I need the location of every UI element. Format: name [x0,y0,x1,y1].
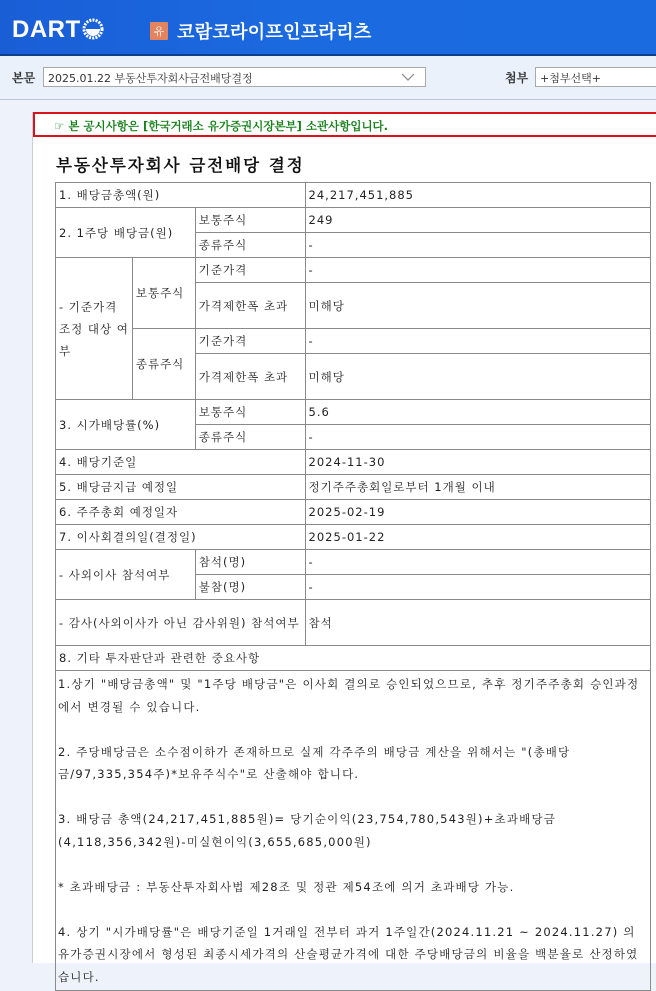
sub-label: 가격제한폭 초과 [195,354,305,400]
notice-banner: ☞ 본 공시사항은 [한국거래소 유가증권시장본부] 소관사항입니다. [33,112,656,137]
body-select-value: 2025.01.22 부동산투자회사금전배당결정 [48,72,253,85]
sub-label: 기준가격 [195,258,305,283]
table-row [56,400,651,425]
dart-logo[interactable] [12,16,104,44]
row-value: 정기주주총회일로부터 1개월 이내 [305,475,650,500]
row-value: 24,217,451,885 [305,183,650,208]
row-label: - 기준가격 조정 대상 여부 [56,258,133,400]
logo-text: DART [12,16,81,43]
row-value: - [305,425,650,450]
note-paragraph: 3. 배당금 총액(24,217,451,885원)= 당기순이익(23,754,780,543원)+초과배당금(4,118,356,342원)-미실현이익(3,655,685,000원) [58,812,557,849]
table-row [56,183,651,208]
attach-label: 첨부 [505,71,529,85]
table-row [56,500,651,525]
row-label: 8. 기타 투자판단과 관련한 중요사항 [56,646,651,671]
row-label: 4. 배당기준일 [56,450,306,475]
row-label: 2. 1주당 배당금(원) [56,208,196,258]
sub-label: 기준가격 [195,329,305,354]
document-body [32,112,656,984]
body-label: 본문 [12,71,36,85]
table-row [56,525,651,550]
table-row [56,671,651,991]
table-row [56,475,651,500]
row-value: 미해당 [305,283,650,329]
table-row [56,550,651,575]
row-label: - 사외이사 참석여부 [56,550,196,600]
row-value: 249 [305,208,650,233]
row-label: - 감사(사외이사가 아닌 감사위원) 참석여부 [56,600,306,646]
other-notes [56,671,651,991]
attach-select[interactable] [535,67,656,87]
row-value: - [305,329,650,354]
note-paragraph: 2. 주당배당금은 소수점이하가 존재하므로 실제 각주주의 배당금 계산을 위해서는 "(총배당금/97,335,354주)*보유주식수"로 산출해야 합니다. [58,744,571,781]
note-spacer [58,718,648,741]
row-value: - [305,550,650,575]
note-paragraph: 1.상기 "배당금총액" 및 "1주당 배당금"은 이사회 결의로 승인되었으므로, 추후 정기주주총회 승인과정에서 변경될 수 있습니다. [58,677,640,714]
app-header [0,0,656,56]
sub-label: 불참(명) [195,575,305,600]
disclosure-table [55,182,651,991]
row-label: 1. 배당금총액(원) [56,183,306,208]
sub-label: 종류주식 [132,329,195,400]
table-row [56,600,651,646]
row-label: 7. 이사회결의일(결정일) [56,525,306,550]
note-paragraph: 4. 상기 "시가배당률"은 배당기준일 1거래일 전부터 과거 1주일간(2024.11.21 ~ 2024.11.27) 의 유가증권시장에서 형성된 최종시세가격의 산술평균가격에 대한 주당배당금의 비율을 백분율로 산정하였습니다. [58,924,639,984]
row-value: 미해당 [305,354,650,400]
body-select[interactable] [43,67,426,87]
row-value: 2025-02-19 [305,500,650,525]
company-title [150,18,372,44]
chevron-down-icon [401,71,415,83]
row-label: 6. 주주총회 예정일자 [56,500,306,525]
document-toolbar [0,56,656,100]
row-label: 5. 배당금지급 예정일 [56,475,306,500]
sub-label: 종류주식 [195,425,305,450]
note-spacer [58,898,648,921]
market-badge: 유 [150,22,168,40]
sub-label: 참석(명) [195,550,305,575]
row-value: 2024-11-30 [305,450,650,475]
company-name: 코람코라이프인프라리츠 [177,22,372,43]
sub-label: 보통주식 [195,400,305,425]
row-value: 참석 [305,600,650,646]
table-row [56,450,651,475]
row-value: - [305,258,650,283]
row-value: - [305,575,650,600]
table-row [56,208,651,233]
note-paragraph: * 초과배당금 : 부동산투자회사법 제28조 및 정관 제54조에 의거 초과배당 가능. [58,879,515,894]
table-row [56,258,651,283]
note-spacer [58,853,648,876]
row-label: 3. 시가배당률(%) [56,400,196,450]
row-value: - [305,233,650,258]
attach-select-value: +첨부선택+ [540,72,601,85]
row-value: 2025-01-22 [305,525,650,550]
row-value: 5.6 [305,400,650,425]
sub-label: 보통주식 [195,208,305,233]
note-spacer [58,786,648,809]
sub-label: 종류주식 [195,233,305,258]
table-row [56,646,651,671]
sub-label: 보통주식 [132,258,195,329]
sub-label: 가격제한폭 초과 [195,283,305,329]
dart-logo-icon [82,18,104,40]
page-title: 부동산투자회사 금전배당 결정 [56,156,305,175]
table-row [56,329,651,354]
